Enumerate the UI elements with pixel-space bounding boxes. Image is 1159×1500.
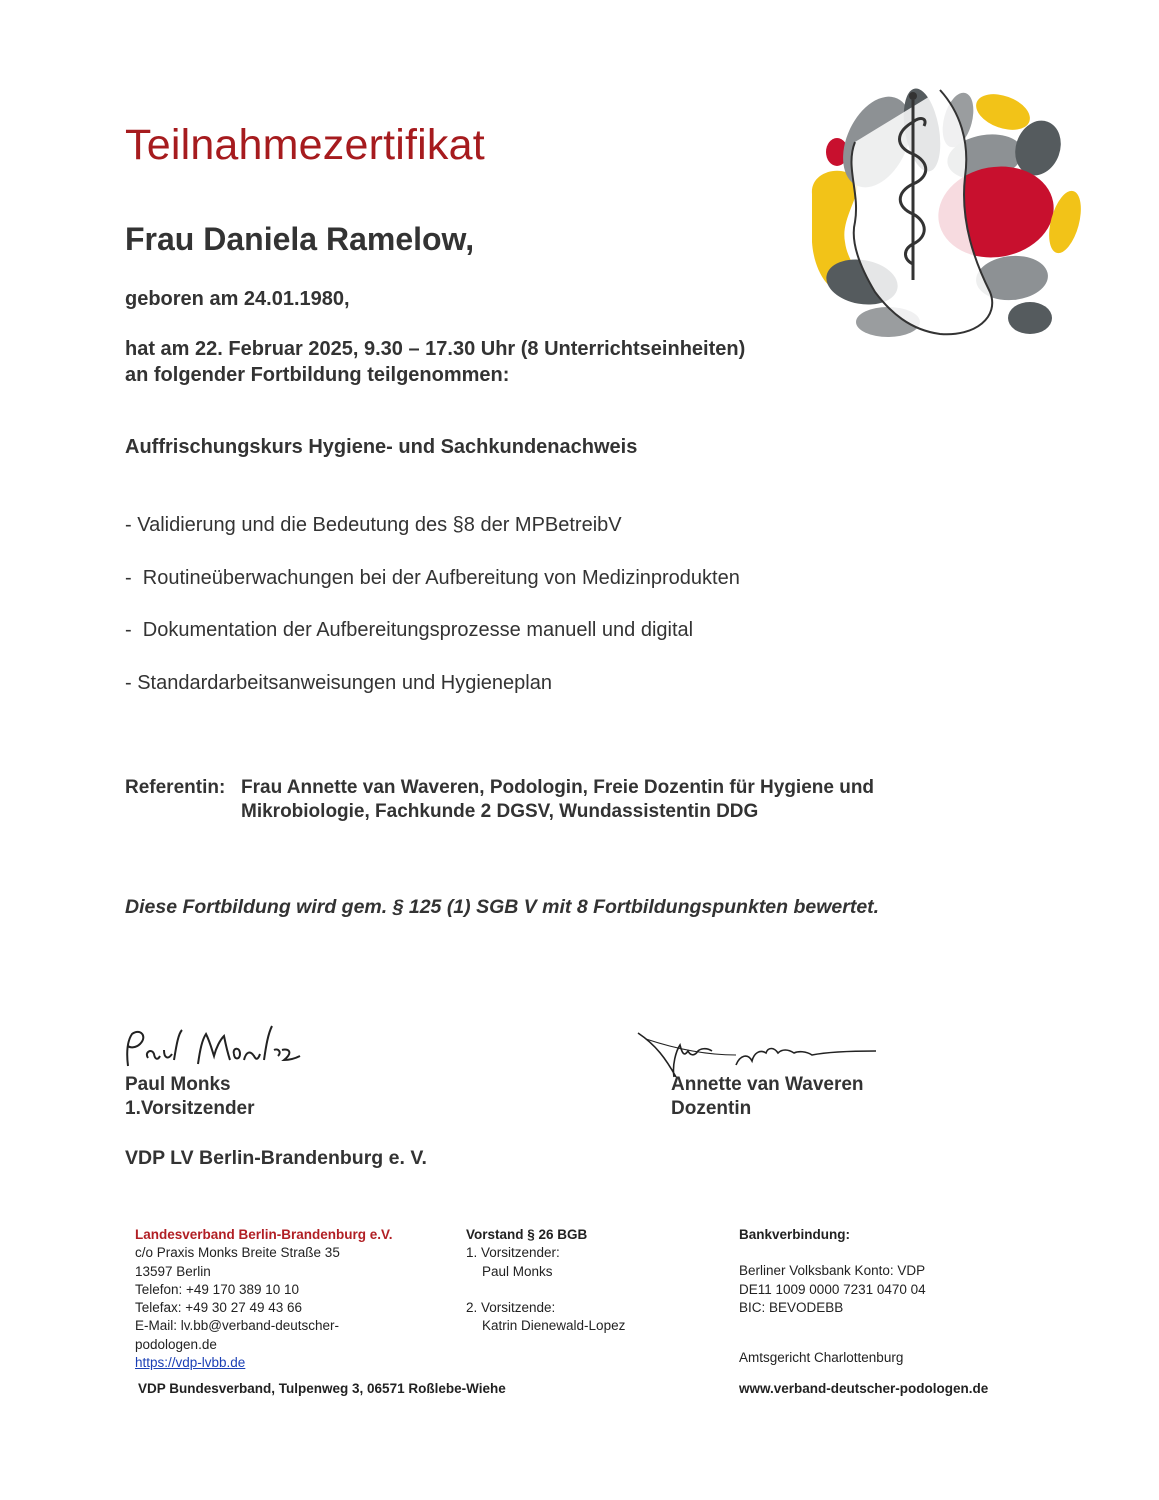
- footer-chair1-name: Paul Monks: [482, 1263, 553, 1279]
- referent-block: [125, 776, 874, 824]
- footer-iban: DE11 1009 0000 7231 0470 04: [739, 1281, 926, 1297]
- footer-court: Amtsgericht Charlottenburg: [739, 1350, 904, 1366]
- footer-org-name: Landesverband Berlin-Brandenburg e.V.: [135, 1227, 393, 1242]
- footer-fax: Telefax: +49 30 27 49 43 66: [135, 1300, 303, 1316]
- staff-top: [909, 92, 917, 100]
- footer-chair2-label: 2. Vorsitzende:: [466, 1299, 556, 1315]
- topic-item: - Dokumentation der Aufbereitungsprozesse manuell und digital: [125, 619, 694, 641]
- footer-website: www.verband-deutscher-podologen.de: [739, 1381, 989, 1396]
- organization-name: VDP LV Berlin-Brandenburg e. V.: [125, 1147, 427, 1169]
- footer-board-heading: Vorstand § 26 BGB: [466, 1227, 588, 1242]
- footer-bank: [739, 1226, 926, 1367]
- topic-item: - Routineüberwachungen bei der Aufbereitung von Medizinprodukten: [125, 567, 740, 589]
- vdp-logo: [800, 82, 1100, 344]
- footer-phone: Telefon: +49 170 389 10 10: [135, 1281, 300, 1297]
- birth-date: geboren am 24.01.1980,: [125, 288, 350, 310]
- footer-chair1-label: 1. Vorsitzender:: [466, 1245, 560, 1261]
- course-title: Auffrischungskurs Hygiene- und Sachkundenachweis: [125, 436, 638, 458]
- footer-federal-address: VDP Bundesverband, Tulpenweg 3, 06571 Roßlebe-Wiehe: [138, 1381, 506, 1396]
- footer-board: [466, 1226, 625, 1335]
- footer-bic: BIC: BEVODEBB: [739, 1299, 844, 1315]
- page-title: Teilnahmezertifikat: [125, 121, 485, 169]
- footer-address-line: 13597 Berlin: [135, 1263, 211, 1279]
- logo-shape: [1008, 302, 1052, 334]
- signatory-right-role: Dozentin: [671, 1098, 752, 1119]
- attendance-statement: [125, 336, 745, 388]
- topic-item: - Validierung und die Bedeutung des §8 der MPBetreibV: [125, 514, 622, 536]
- referent-line-1: Frau Annette van Waveren, Podologin, Freie Dozentin für Hygiene und: [241, 777, 875, 798]
- footer-email: E-Mail: lv.bb@verband-deutscher-: [135, 1318, 340, 1334]
- credits-statement: Diese Fortbildung wird gem. § 125 (1) SGB V mit 8 Fortbildungspunkten bewertet.: [125, 896, 880, 918]
- footer-bank-name: Berliner Volksbank Konto: VDP: [739, 1263, 926, 1279]
- footer-website-link[interactable]: https://vdp-lvbb.de: [135, 1355, 246, 1371]
- signatory-right: [671, 1073, 864, 1121]
- attendance-line-1: hat am 22. Februar 2025, 9.30 – 17.30 Uhr (8 Unterrichtseinheiten): [125, 338, 746, 360]
- referent-label: Referentin:: [125, 777, 226, 798]
- attendance-line-2: an folgender Fortbildung teilgenommen:: [125, 364, 510, 386]
- signature-paul-monks: [118, 1020, 308, 1076]
- footer-address-line: c/o Praxis Monks Breite Straße 35: [135, 1245, 340, 1261]
- signatory-left-role: 1.Vorsitzender: [125, 1098, 255, 1119]
- footer-address: [135, 1226, 393, 1372]
- topic-item: - Standardarbeitsanweisungen und Hygieneplan: [125, 672, 552, 694]
- referent-line-2: Mikrobiologie, Fachkunde 2 DGSV, Wundassistentin DDG: [241, 801, 759, 822]
- signatory-left: [125, 1073, 255, 1121]
- footer-chair2-name: Katrin Dienewald-Lopez: [482, 1318, 626, 1334]
- recipient-name: Frau Daniela Ramelow,: [125, 221, 475, 257]
- footer-email-cont: podologen.de: [135, 1336, 217, 1352]
- signatory-right-name: Annette van Waveren: [671, 1074, 864, 1095]
- signatory-left-name: Paul Monks: [125, 1074, 231, 1095]
- footer-bank-heading: Bankverbindung:: [739, 1227, 851, 1242]
